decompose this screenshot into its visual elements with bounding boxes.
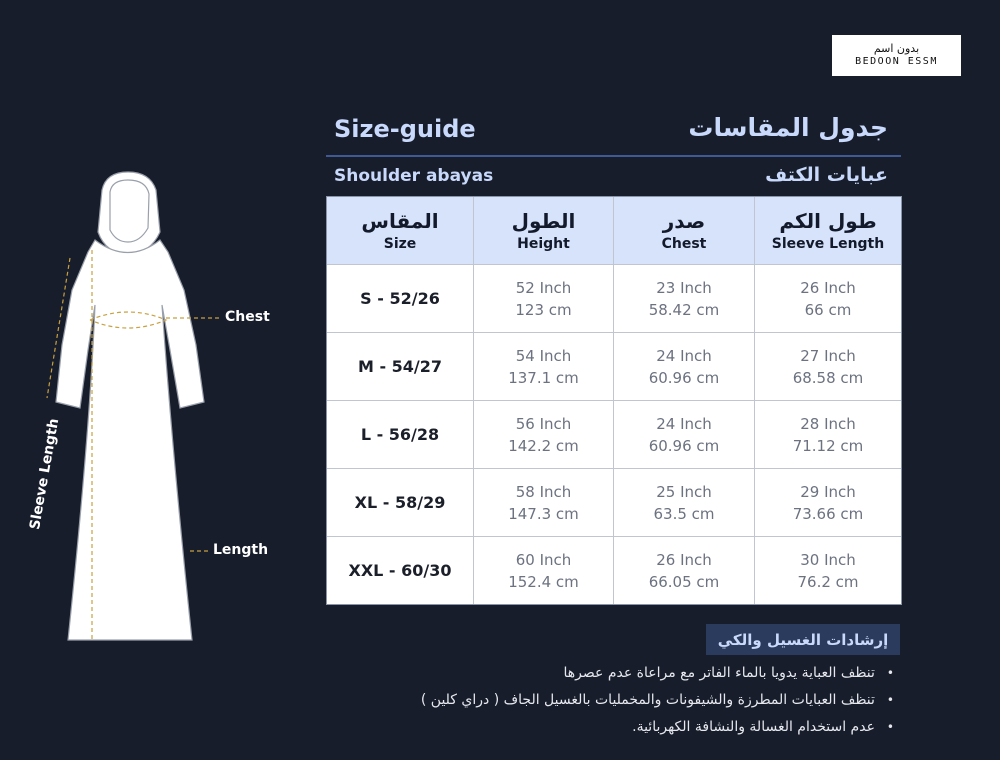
sleeve-inch: 30 Inch — [800, 550, 856, 569]
bullet-icon: • — [886, 720, 894, 734]
size-cell: S - 52/26 — [327, 265, 474, 333]
sleeve-cm: 66 cm — [804, 300, 852, 319]
chest-label: Chest — [225, 309, 270, 325]
column-header-chest-en: Chest — [661, 235, 707, 252]
abaya-figure-icon — [0, 150, 300, 650]
sleeve-cm: 73.66 cm — [792, 504, 864, 523]
sleeve-cell — [755, 401, 901, 469]
sleeve-length-label: Sleeve Length — [27, 417, 63, 531]
height-cm: 147.3 cm — [508, 504, 579, 523]
chest-cm: 66.05 cm — [648, 572, 720, 591]
chest-cm: 60.96 cm — [648, 368, 720, 387]
column-header-size — [327, 197, 474, 265]
height-inch: 54 Inch — [515, 346, 572, 365]
care-item-text: عدم استخدام الغسالة والنشافة الكهربائية. — [632, 719, 875, 735]
size-cell: M - 54/27 — [327, 333, 474, 401]
chest-inch: 25 Inch — [656, 482, 712, 501]
column-header-size-en: Size — [383, 235, 417, 252]
category-subtitle: Shoulder abayas — [334, 166, 494, 186]
brand-english: BEDOON ESSM — [855, 56, 938, 67]
chest-cell — [614, 333, 755, 401]
chest-cell — [614, 401, 755, 469]
height-cell — [474, 333, 614, 401]
chest-inch: 23 Inch — [656, 278, 712, 297]
bullet-icon: • — [886, 666, 894, 680]
size-guide-title: Size-guide — [334, 115, 476, 143]
abaya-illustration — [0, 150, 300, 650]
care-item-text: تنظف العبايات المطرزة والشيفونات والمخمليات بالغسيل الجاف ( دراي كلين ) — [420, 692, 875, 708]
care-item — [421, 687, 894, 714]
column-header-sleeve-ar: طول الكم — [779, 208, 877, 233]
height-cm: 142.2 cm — [508, 436, 579, 455]
height-cm: 152.4 cm — [508, 572, 579, 591]
care-instructions-list — [421, 660, 894, 741]
column-header-size-ar: المقاس — [361, 208, 439, 233]
care-item-text: تنظف العباية يدويا بالماء الفاتر مع مراعاة عدم عصرها — [563, 665, 875, 681]
height-cell — [474, 401, 614, 469]
sleeve-cm: 76.2 cm — [797, 572, 859, 591]
height-cell — [474, 469, 614, 537]
category-subtitle-arabic: عبايات الكتف — [765, 164, 888, 186]
height-cm: 137.1 cm — [508, 368, 579, 387]
sleeve-cell — [755, 469, 901, 537]
column-header-chest — [614, 197, 755, 265]
chest-cell — [614, 537, 755, 604]
column-header-chest-ar: صدر — [662, 208, 706, 233]
chest-cell — [614, 265, 755, 333]
sleeve-cell — [755, 537, 901, 604]
chest-cm: 60.96 cm — [648, 436, 720, 455]
height-cm: 123 cm — [515, 300, 572, 319]
chest-inch: 24 Inch — [656, 346, 712, 365]
chest-inch: 26 Inch — [656, 550, 712, 569]
size-guide-title-arabic: جدول المقاسات — [688, 113, 888, 142]
sleeve-cm: 71.12 cm — [792, 436, 864, 455]
size-cell: XXL - 60/30 — [327, 537, 474, 604]
column-header-height-en: Height — [517, 235, 570, 252]
height-inch: 58 Inch — [515, 482, 572, 501]
sleeve-inch: 27 Inch — [800, 346, 856, 365]
title-divider — [326, 155, 901, 157]
sleeve-inch: 29 Inch — [800, 482, 856, 501]
chest-cell — [614, 469, 755, 537]
sleeve-cell — [755, 333, 901, 401]
chest-cm: 58.42 cm — [648, 300, 720, 319]
height-cell — [474, 537, 614, 604]
size-table — [326, 196, 902, 605]
height-inch: 56 Inch — [515, 414, 572, 433]
column-header-height-ar: الطول — [511, 208, 576, 233]
height-cell — [474, 265, 614, 333]
chest-inch: 24 Inch — [656, 414, 712, 433]
sleeve-cm: 68.58 cm — [792, 368, 864, 387]
size-cell: XL - 58/29 — [327, 469, 474, 537]
size-cell: L - 56/28 — [327, 401, 474, 469]
brand-arabic: بدون اسم — [873, 42, 920, 55]
height-inch: 52 Inch — [515, 278, 572, 297]
bullet-icon: • — [886, 693, 894, 707]
sleeve-cell — [755, 265, 901, 333]
height-inch: 60 Inch — [515, 550, 572, 569]
care-item — [421, 660, 894, 687]
column-header-height — [474, 197, 614, 265]
column-header-sleeve-en: Sleeve Length — [771, 235, 885, 252]
brand-logo — [832, 35, 961, 76]
column-header-sleeve — [755, 197, 901, 265]
sleeve-inch: 28 Inch — [800, 414, 856, 433]
sleeve-inch: 26 Inch — [800, 278, 856, 297]
care-item — [421, 714, 894, 741]
chest-cm: 63.5 cm — [653, 504, 715, 523]
length-label: Length — [213, 542, 269, 558]
care-instructions-title: إرشادات الغسيل والكي — [706, 624, 900, 655]
